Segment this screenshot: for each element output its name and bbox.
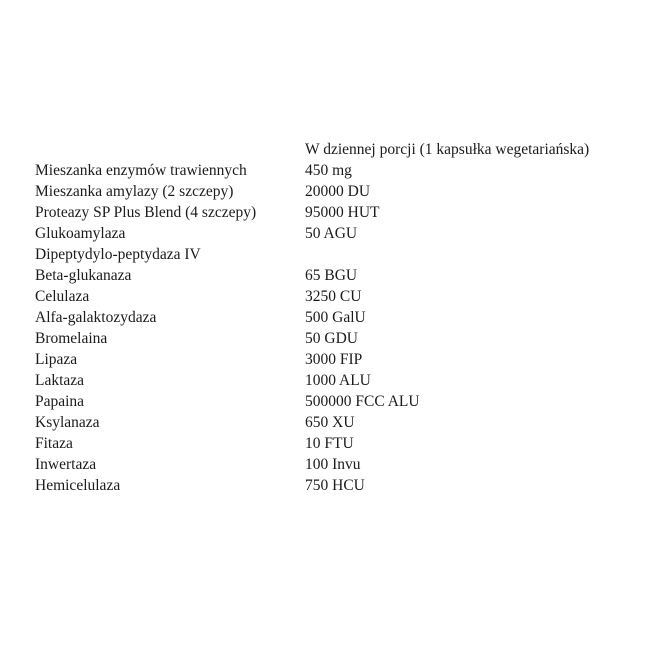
ingredient-amount: 95000 HUT <box>305 204 380 221</box>
table-header-row <box>35 139 630 160</box>
ingredient-amount: 10 FTU <box>305 435 354 452</box>
ingredient-amount <box>305 244 630 265</box>
supplement-facts-table <box>35 139 630 496</box>
ingredient-name: Beta-glukanaza <box>35 267 132 284</box>
ingredient-name: Fitaza <box>35 435 73 452</box>
ingredient-amount: 65 BGU <box>305 267 358 284</box>
table-row <box>35 370 630 391</box>
ingredient-name: Mieszanka enzymów trawiennych <box>35 162 247 179</box>
header-name-spacer <box>35 139 305 160</box>
ingredient-name: Proteazy SP Plus Blend (4 szczepy) <box>35 204 257 221</box>
ingredient-amount: 750 HCU <box>305 477 365 494</box>
ingredient-name: Dipeptydylo-peptydaza IV <box>35 246 201 263</box>
table-row <box>35 160 630 181</box>
table-row <box>35 265 630 286</box>
table-row <box>35 349 630 370</box>
ingredient-name: Lipaza <box>35 351 78 368</box>
serving-column-header: W dziennej porcji (1 kapsułka wegetariańska) <box>305 141 590 158</box>
table-row <box>35 286 630 307</box>
ingredient-amount: 50 AGU <box>305 225 358 242</box>
ingredient-name: Hemicelulaza <box>35 477 121 494</box>
ingredient-name: Celulaza <box>35 288 90 305</box>
table-row <box>35 244 630 265</box>
table-row <box>35 328 630 349</box>
ingredient-amount: 3000 FIP <box>305 351 363 368</box>
table-row <box>35 391 630 412</box>
table-row <box>35 223 630 244</box>
table-row <box>35 181 630 202</box>
ingredient-name: Mieszanka amylazy (2 szczepy) <box>35 183 234 200</box>
table-row <box>35 454 630 475</box>
ingredient-name: Bromelaina <box>35 330 108 347</box>
ingredient-amount: 50 GDU <box>305 330 358 347</box>
ingredient-amount: 100 Invu <box>305 456 361 473</box>
ingredient-amount: 500000 FCC ALU <box>305 393 420 410</box>
ingredient-name: Papaina <box>35 393 85 410</box>
ingredient-name: Inwertaza <box>35 456 97 473</box>
ingredient-amount: 650 XU <box>305 414 355 431</box>
ingredient-amount: 1000 ALU <box>305 372 371 389</box>
ingredient-amount: 500 GalU <box>305 309 366 326</box>
table-row <box>35 412 630 433</box>
ingredient-amount: 3250 CU <box>305 288 362 305</box>
ingredient-amount: 450 mg <box>305 162 352 179</box>
ingredient-amount: 20000 DU <box>305 183 371 200</box>
table-row <box>35 433 630 454</box>
ingredient-name: Ksylanaza <box>35 414 100 431</box>
ingredient-name: Laktaza <box>35 372 85 389</box>
ingredient-name: Alfa-galaktozydaza <box>35 309 157 326</box>
ingredient-name: Glukoamylaza <box>35 225 126 242</box>
table-row <box>35 202 630 223</box>
table-row <box>35 475 630 496</box>
table-row <box>35 307 630 328</box>
